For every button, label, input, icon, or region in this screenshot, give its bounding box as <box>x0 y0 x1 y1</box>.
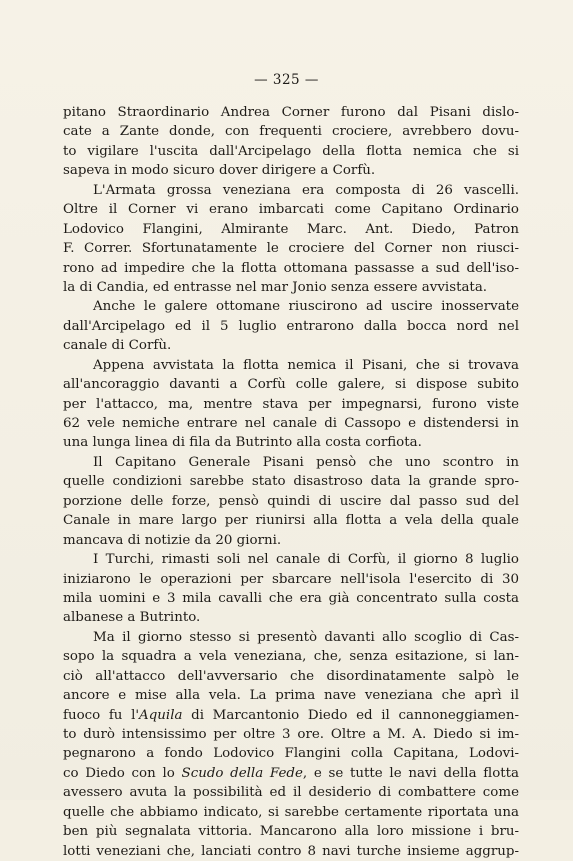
paragraph <box>63 628 519 861</box>
text-line: L'Armata grossa veneziana era composta di 26 vascelli. <box>93 182 519 198</box>
text-line: una lunga linea di fila da Butrinto alla costa corfiota. <box>63 435 422 451</box>
text-line: mila uomini e 3 mila cavalli che era già concentrato sulla costa <box>63 590 519 606</box>
text-line: ben più segnalata vittoria. Mancarono alla loro missione i bru- <box>63 824 519 840</box>
text-line: to durò intensissimo per oltre 3 ore. Oltre a M. A. Diedo si im- <box>63 727 519 742</box>
text-line: Canale in mare largo per riunirsi alla flotta a vela della quale <box>63 513 519 529</box>
text-line: Lodovico Flangini, Almirante Marc. Ant. Diedo, Patron <box>63 221 519 237</box>
text-run: di Marcantonio Diedo ed il cannoneggiamen- <box>182 707 519 723</box>
text-line: Ma il giorno stesso si presentò davanti allo scoglio di Cas- <box>93 629 519 645</box>
text-line <box>63 706 519 725</box>
body-text <box>63 103 519 861</box>
page-number: — 325 — <box>254 72 319 88</box>
text-line: quelle condizioni sarebbe stato disastroso data la grande spro- <box>63 474 519 490</box>
text-line: lotti veneziani che, lanciati contro 8 navi turche insieme aggrup- <box>63 843 519 859</box>
text-run: co Diedo con lo <box>63 765 182 781</box>
text-line: F. Correr. Sfortunatamente le crociere del Corner non riusci- <box>63 241 519 257</box>
text-line: quelle che abbiamo indicato, si sarebbe certamente riportata una <box>63 804 519 820</box>
text-line: to vigilare l'uscita dall'Arcipelago della flotta nemica che si <box>63 143 519 159</box>
ship-name-italic: Aquila <box>139 707 183 723</box>
text-line: porzione delle forze, pensò quindi di uscire dal passo sud del <box>63 493 519 509</box>
text-line: pegnarono a fondo Lodovico Flangini colla Capitana, Lodovi- <box>63 746 519 762</box>
text-run: , e se tutte le navi della flotta <box>302 765 519 781</box>
text-line: la di Candia, ed entrasse nel mar Jonio senza essere avvistata. <box>63 279 488 295</box>
text-line: I Turchi, rimasti soli nel canale di Corfù, il giorno 8 luglio <box>93 552 519 568</box>
text-line: sapeva in modo sicuro dover dirigere a Corfù. <box>63 163 376 179</box>
text-line: all'ancoraggio davanti a Corfù colle galere, si dispose subito <box>63 377 519 393</box>
text-line: dall'Arcipelago ed il 5 luglio entrarono dalla bocca nord nel <box>63 318 519 334</box>
text-line: rono ad impedire che la flotta ottomana passasse a sud dell'iso- <box>63 260 519 276</box>
paragraph <box>63 181 519 298</box>
paragraph <box>63 297 519 355</box>
text-line: avessero avuta la possibilità ed il desiderio di combattere come <box>63 785 519 801</box>
text-line: ancore e mise alla vela. La prima nave veneziana che aprì il <box>63 688 519 704</box>
paragraph <box>63 453 519 550</box>
text-line: Anche le galere ottomane riuscirono ad uscire inosservate <box>93 299 519 315</box>
text-line: Appena avvistata la flotta nemica il Pisani, che si trovava <box>93 357 519 373</box>
text-line <box>63 764 519 783</box>
text-line: 62 vele nemiche entrare nel canale di Cassopo e distendersi in <box>63 416 519 431</box>
paragraph <box>63 356 519 453</box>
text-line: iniziarono le operazioni per sbarcare nell'isola l'esercito di 30 <box>63 571 519 587</box>
text-line: canale di Corfù. <box>63 338 172 354</box>
text-line: per l'attacco, ma, mentre stava per impegnarsi, furono viste <box>63 396 519 412</box>
text-line: ciò all'attacco dell'avversario che disordinatamente salpò le <box>63 668 519 684</box>
text-line: Il Capitano Generale Pisani pensò che uno scontro in <box>93 454 519 470</box>
text-line: Oltre il Corner vi erano imbarcati come Capitano Ordinario <box>63 202 519 218</box>
text-line: albanese a Butrinto. <box>63 610 201 626</box>
paragraph <box>63 103 519 181</box>
text-line: cate a Zante donde, con frequenti crociere, avrebbero dovu- <box>63 124 519 140</box>
text-run: fuoco fu l' <box>63 707 140 723</box>
paragraph <box>63 550 519 628</box>
ship-name-italic: Scudo della Fede <box>181 765 303 781</box>
text-line: mancava di notizie da 20 giorni. <box>63 532 282 548</box>
text-line: sopo la squadra a vela veneziana, che, senza esitazione, si lan- <box>63 649 519 665</box>
text-line: pitano Straordinario Andrea Corner furono dal Pisani dislo- <box>63 105 519 120</box>
